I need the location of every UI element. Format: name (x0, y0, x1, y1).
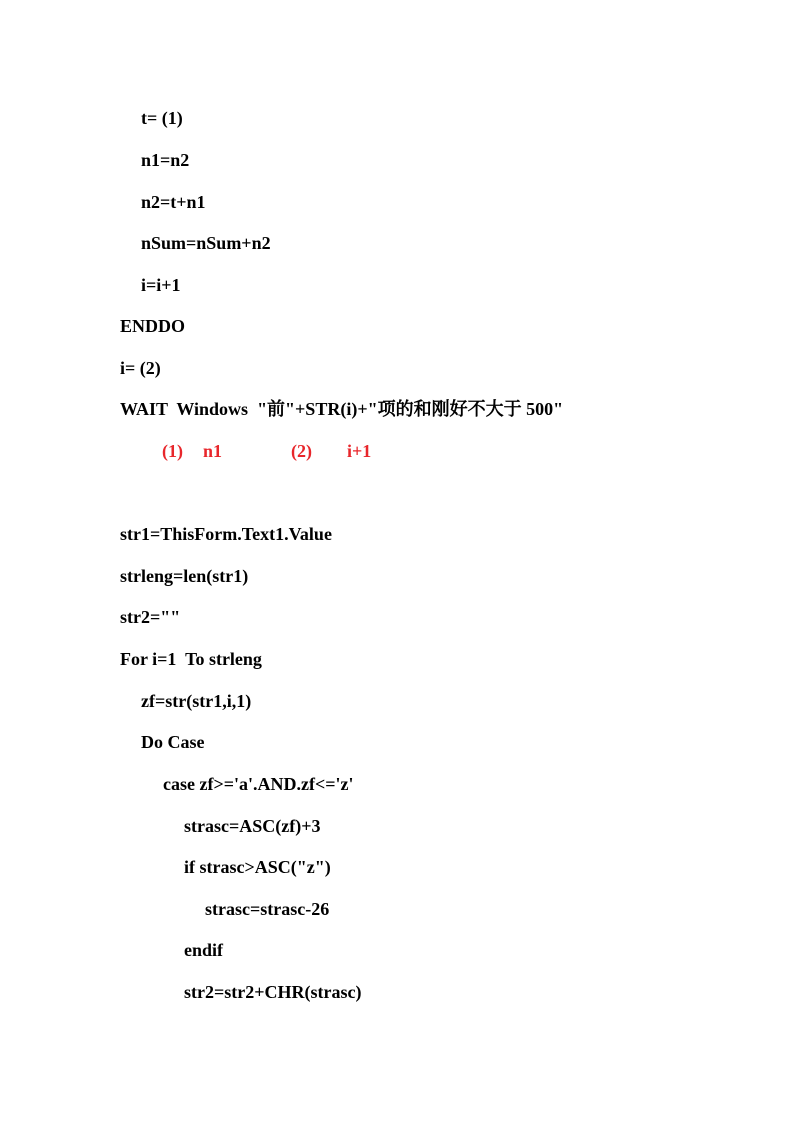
code-line: For i=1 To strleng (120, 649, 262, 669)
answer-label-2: (2) (291, 441, 312, 461)
code-line: zf=str(str1,i,1) (141, 691, 252, 711)
answer-value-2: i+1 (347, 441, 372, 461)
code-line: strasc=strasc-26 (205, 899, 330, 919)
code-line: str2="" (120, 607, 181, 627)
code-line: endif (184, 940, 224, 960)
answer-line (0, 440, 794, 462)
code-line: n1=n2 (141, 150, 190, 170)
code-line: if strasc>ASC("z") (184, 857, 331, 877)
code-line: WAIT Windows "前"+STR(i)+"项的和刚好不大于 500" (120, 399, 564, 419)
code-line: case zf>='a'.AND.zf<='z' (163, 774, 354, 794)
code-line: str2=str2+CHR(strasc) (184, 982, 362, 1002)
code-line: nSum=nSum+n2 (141, 233, 271, 253)
code-line: strleng=len(str1) (120, 566, 249, 586)
code-line: t= (1) (141, 108, 183, 128)
code-line: i=i+1 (141, 275, 181, 295)
answer-label-1: (1) (162, 441, 183, 461)
code-line: Do Case (141, 732, 205, 752)
code-line: n2=t+n1 (141, 192, 206, 212)
answer-value-1: n1 (203, 441, 223, 461)
code-line: ENDDO (120, 316, 186, 336)
code-line: strasc=ASC(zf)+3 (184, 816, 321, 836)
code-line: str1=ThisForm.Text1.Value (120, 524, 332, 544)
code-line: i= (2) (120, 358, 161, 378)
